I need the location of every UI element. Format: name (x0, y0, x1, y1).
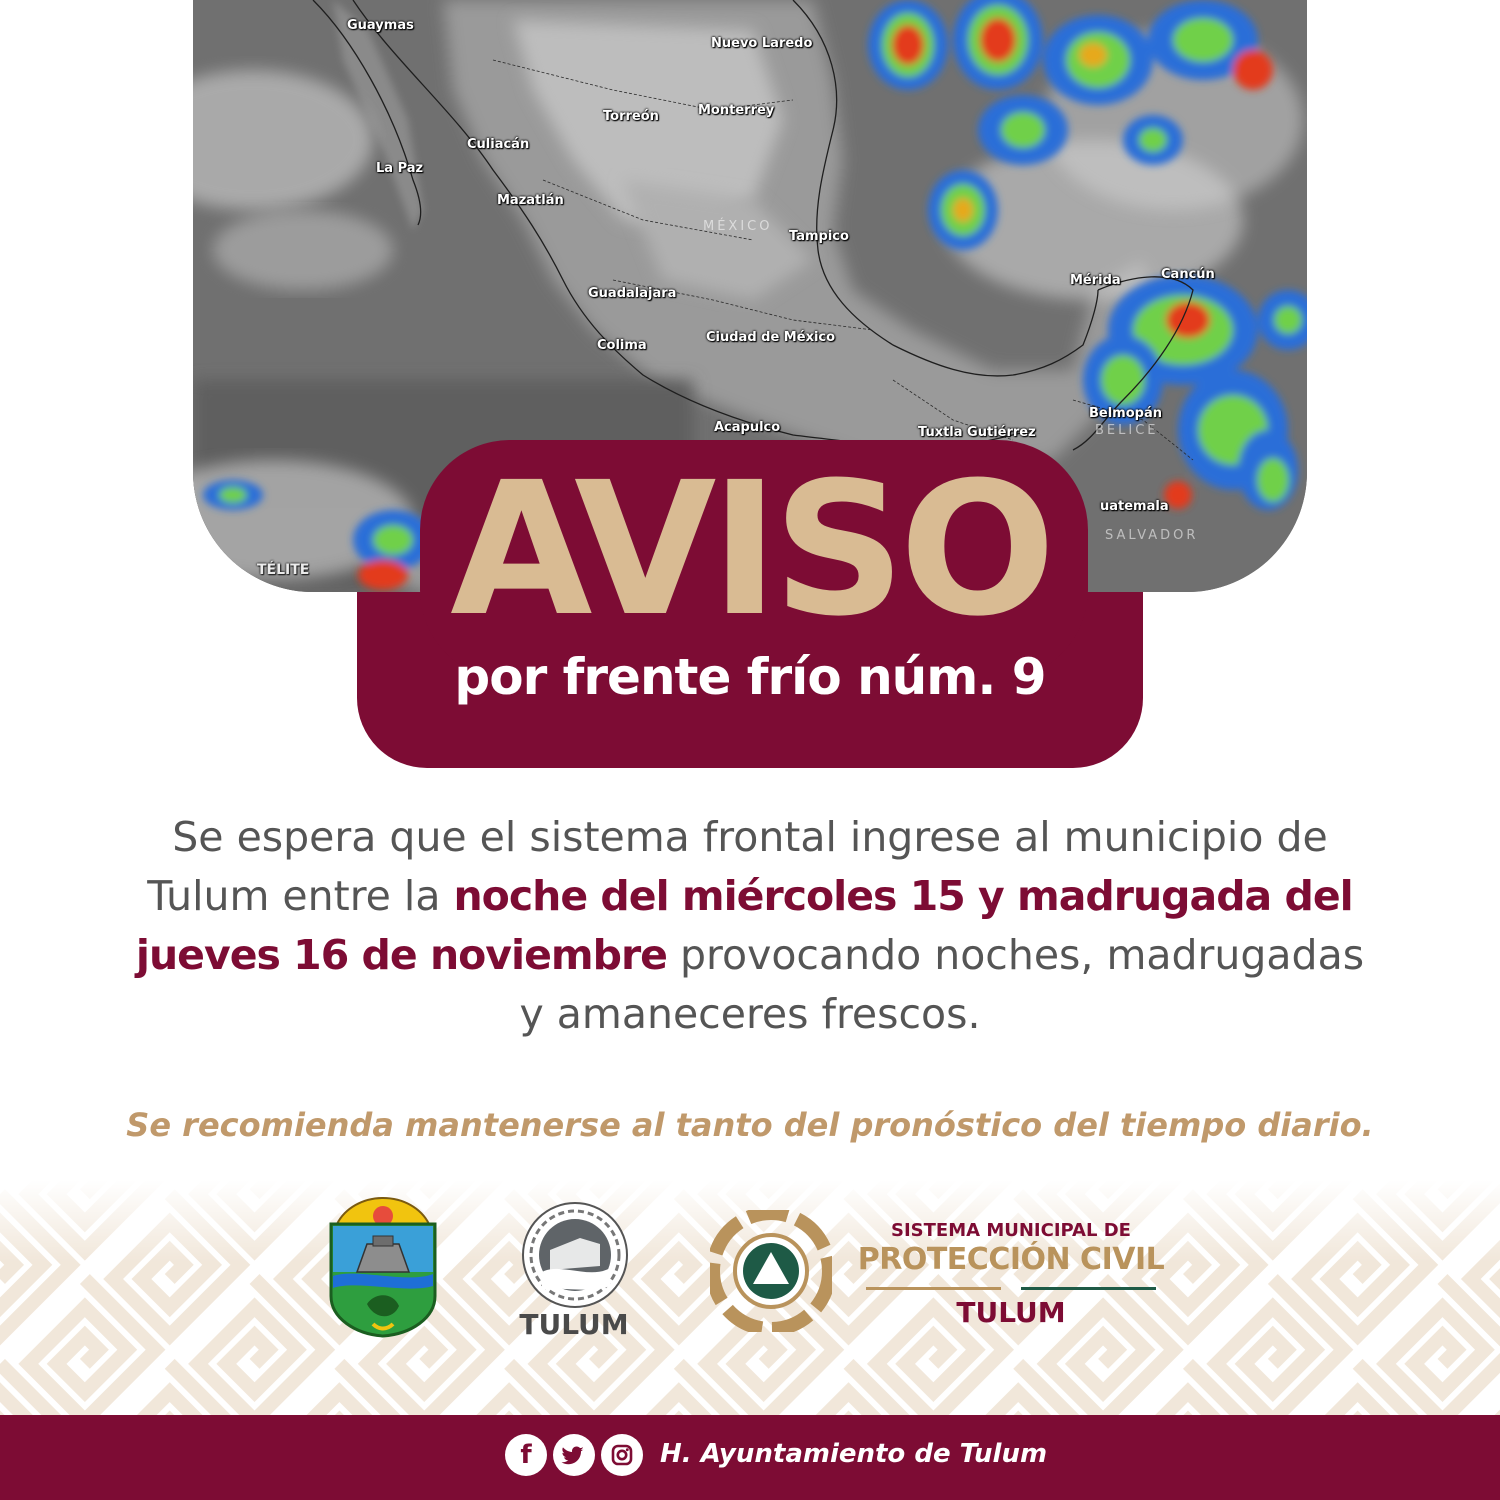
proteccion-civil-divider (866, 1287, 1156, 1290)
city-label: Torreón (603, 109, 659, 124)
body-highlight-dates: noche del miércoles 15 y madrugada del jueves 16 de noviembre (135, 872, 1353, 979)
city-label: Mérida (1070, 273, 1121, 288)
map-source-label: TÉLITE (257, 562, 310, 578)
proteccion-civil-line2: PROTECCIÓN CIVIL (857, 1242, 1165, 1277)
city-label: Ciudad de México (706, 330, 836, 345)
city-label: uatemala (1100, 499, 1169, 514)
proteccion-civil-line3: TULUM (956, 1296, 1066, 1329)
city-label: Tuxtla Gutiérrez (918, 425, 1036, 440)
body-text-part2: provocando noches, madrugadas y amaneceres frescos. (519, 931, 1365, 1038)
country-label: BELICE (1095, 423, 1159, 438)
city-label: Mazatlán (497, 193, 564, 208)
tulum-logo (520, 1200, 630, 1310)
city-label: Guaymas (347, 18, 414, 33)
recommendation-text: Se recomienda mantenerse al tanto del pronóstico del tiempo diario. (126, 1106, 1374, 1144)
instagram-icon[interactable] (601, 1434, 643, 1476)
city-label: Belmopán (1089, 406, 1162, 421)
twitter-icon[interactable] (553, 1434, 595, 1476)
announcement-body (120, 808, 1380, 1044)
city-label: Colima (597, 338, 647, 353)
country-label: MÉXICO (703, 219, 773, 234)
country-label: SALVADOR (1105, 528, 1199, 543)
city-label: Monterrey (698, 103, 775, 118)
tulum-logo-word: TULUM (519, 1308, 629, 1341)
municipal-coat-of-arms-logo (327, 1196, 439, 1338)
city-label: Nuevo Laredo (711, 36, 813, 51)
facebook-icon[interactable]: f (505, 1434, 547, 1476)
footer-account-name: H. Ayuntamiento de Tulum (660, 1439, 1048, 1469)
city-label: Culiacán (467, 137, 530, 152)
city-label: Guadalajara (588, 286, 677, 301)
city-label: Tampico (789, 229, 849, 244)
aviso-title: AVISO (450, 443, 1050, 657)
city-label: Cancún (1161, 267, 1215, 282)
aviso-subtitle: por frente frío núm. 9 (454, 648, 1046, 706)
city-label: La Paz (376, 161, 424, 176)
proteccion-civil-line1: SISTEMA MUNICIPAL DE (891, 1220, 1131, 1241)
proteccion-civil-emblem-logo (710, 1210, 832, 1332)
city-label: Acapulco (714, 420, 781, 435)
body-text-part1: Se espera que el sistema frontal ingrese al municipio de Tulum entre la (147, 813, 1328, 920)
